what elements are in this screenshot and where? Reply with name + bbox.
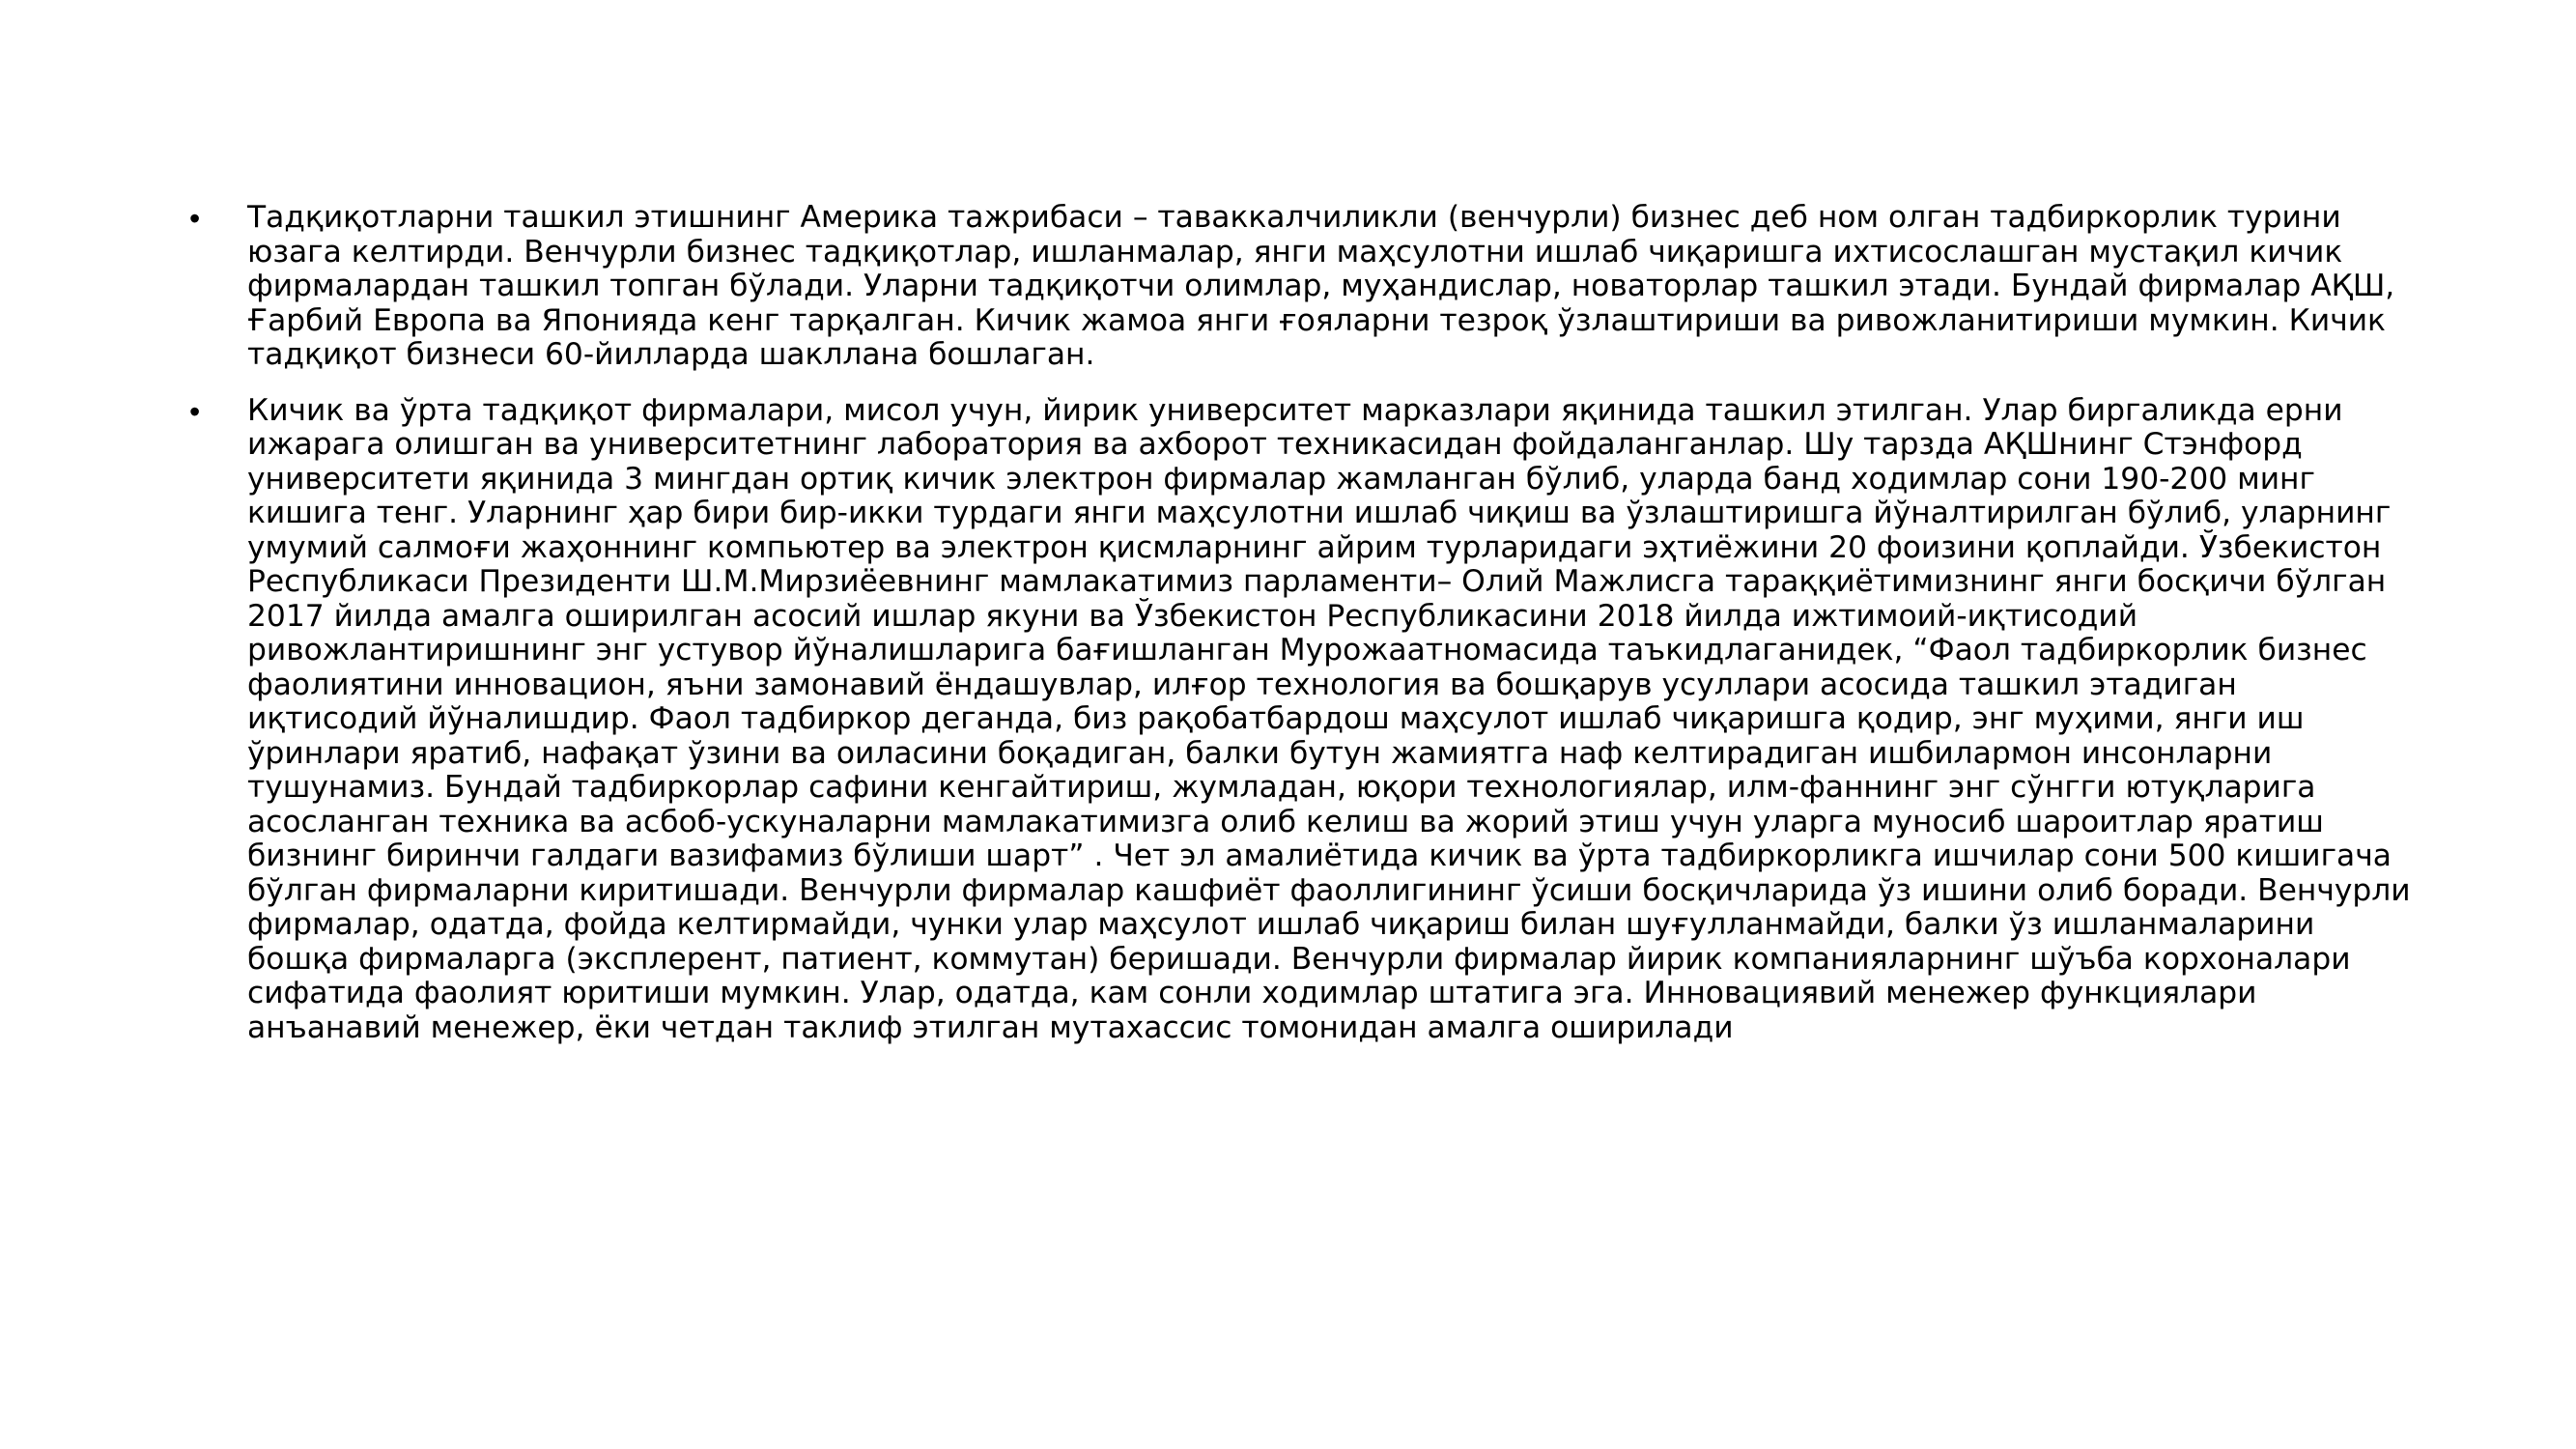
paragraph-text: Тадқиқотларни ташкил этишнинг Америка тажрибаси – таваккалчиликли (венчурли) бизнес деб ном олган тадбиркорлик турини юзага келтирди. Венчурли бизнес тадқиқотлар, ишланмалар, янги маҳсулотни ишлаб чиқаришга ихтисослашган мустақил кичик фирмалардан ташкил топган бўлади. Уларни тадқиқотчи олимлар, муҳандислар, новаторлар ташкил этади. Бундай фирмалар АҚШ, Ғарбий Европа ва Японияда кенг тарқалган. Кичик жамоа янги ғояларни тезроқ ўзлаштириши ва ривожланитириши мумкин. Кичик тадқиқот бизнеси 60-йилларда шакллана бошлаган. xyxy=(247,200,2395,372)
paragraph-text: Кичик ва ўрта тадқиқот фирмалари, мисол учун, йирик университет марказлари яқинида ташкил этилган. Улар биргаликда ерни ижарага олишган ва университетнинг лаборатория ва ахборот техникасидан фойдаланганлар. Шу тарзда АҚШнинг Стэнфорд университети яқинида 3 мингдан ортиқ кичик электрон фирмалар жамланган бўлиб, уларда банд ходимлар сони 190-200 минг кишига тенг. Уларнинг ҳар бири бир-икки турдаги янги маҳсулотни ишлаб чиқиш ва ўзлаштиришга йўналтирилган бўлиб, уларнинг умумий салмоғи жаҳоннинг компьютер ва электрон қисмларнинг айрим турларидаги эҳтиёжини 20 фоизини қоплайди. Ўзбекистон Республикаси Президенти Ш.М.Мирзиёевнинг мамлакатимиз парламенти– Олий Мажлисга тараққиётимизнинг янги босқичи бўлган 2017 йилда амалга оширилган асосий ишлар якуни ва Ўзбекистон Республикасини 2018 йилда ижтимоий-иқтисодий ривожлантиришнинг энг устувор йўналишларига бағишланган Мурожаатномасида таъкидлаганидек, “Фаол тадбиркорлик бизнес фаолиятини инновацион, яъни замонавий ёндашувлар, илғор технология ва бошқарув усуллари асосида ташкил этадиган иқтисодий йўналишдир. Фаол тадбиркор деганда, биз рақобатбардош маҳсулот ишлаб чиқаришга қодир, энг муҳими, янги иш ўринлари яратиб, нафақат ўзини ва оиласини боқадиган, балки бутун жамиятга наф келтирадиган ишбилармон инсонларни тушунамиз. Бундай тадбиркорлар сафини кенгайтириш, жумладан, юқори технологиялар, илм-фаннинг энг сўнгги ютуқларига асосланган техника ва асбоб-ускуналарни мамлакатимизга олиб келиш ва жорий этиш учун уларга муносиб шароитлар яратиш бизнинг биринчи галдаги вазифамиз бўлиши шарт” . Чет эл амалиётида кичик ва ўрта тадбиркорликга ишчилар сони 500 кишигача бўлган фирмаларни киритишади. Венчурли фирмалар кашфиёт фаоллигининг ўсиши босқичларида ўз ишини олиб боради. Венчурли фирмалар, одатда, фойда келтирмайди, чунки улар маҳсулот ишлаб чиқариш билан шуғулланмайди, балки ўз ишланмаларини бошқа фирмаларга (эксплерент, патиент, коммутан) беришади. Венчурли фирмалар йирик компанияларнинг шўъба корхоналари сифатида фаолият юритиши мумкин. Улар, одатда, кам сонли ходимлар штатига эга. Инновациявий менежер функциялари анъанавий менежер, ёки четдан таклиф этилган мутахассис томонидан амалга оширилади xyxy=(247,392,2411,1045)
bullet-item-venture-business xyxy=(189,201,2411,373)
bullet-list xyxy=(189,201,2411,1066)
bullet-item-small-research-firms xyxy=(189,394,2411,1046)
bullet-marker: • xyxy=(189,393,201,429)
bullet-marker: • xyxy=(189,201,201,236)
